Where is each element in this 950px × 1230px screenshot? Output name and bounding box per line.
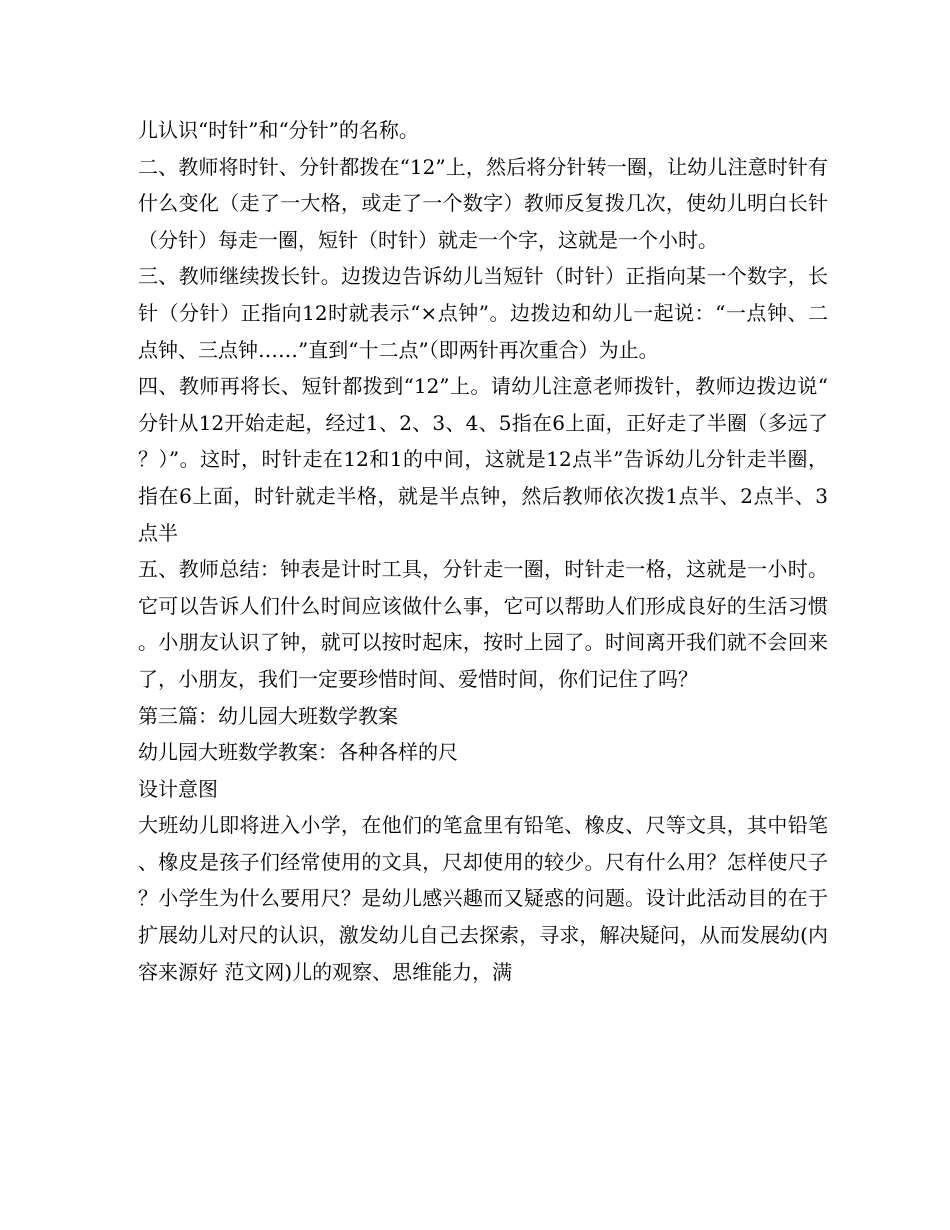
paragraph-intro-continuation: 儿认识“时针”和“分针”的名称。 <box>138 118 419 142</box>
design-intent-heading: 设计意图 <box>138 776 218 801</box>
lesson-title: 幼儿园大班数学教案：各种各样的尺 <box>138 740 458 765</box>
document-body <box>138 112 828 990</box>
paragraph-step-two: 二、教师将时针、分针都拨在“12”上，然后将分针转一圈，让幼儿注意时针有什么变化（走了一大格，或走了一个数字）教师反复拨几次，使幼儿明白长针（分针）每走一圈，短针（时针）就走一个字，这就是一个小时。 <box>138 154 828 252</box>
section-title: 第三篇：幼儿园大班数学教案 <box>138 703 398 728</box>
paragraph-design-intent: 大班幼儿即将进入小学，在他们的笔盒里有铅笔、橡皮、尺等文具，其中铅笔、橡皮是孩子们经常使用的文具，尺却使用的较少。尺有什么用？怎样使尺子？小学生为什么要用尺？是幼儿感兴趣而又疑惑的问题。设计此活动目的在于扩展幼儿对尺的认识，激发幼儿自己去探索，寻求，解决疑问，从而发展幼(内容来源好 范文网)儿的观察、思维能力，满 <box>138 813 828 984</box>
paragraph-step-four: 四、教师再将长、短针都拨到“12”上。请幼儿注意老师拨针，教师边拨边说“分针从12开始走起，经过1、2、3、4、5指在6上面，正好走了半圈（多远了？）”。这时，时针走在12和1的中间，这就是12点半”告诉幼儿分针走半圈，指在6上面，时针就走半格，就是半点钟，然后教师依次拨1点半、2点半、3点半 <box>138 374 828 545</box>
paragraph-step-three: 三、教师继续拨长针。边拨边告诉幼儿当短针（时针）正指向某一个数字，长针（分针）正指向12时就表示“×点钟”。边拨边和幼儿一起说：“一点钟、二点钟、三点钟……”直到“十二点”（即两针再次重合）为止。 <box>138 264 828 362</box>
paragraph-step-five: 五、教师总结：钟表是计时工具，分针走一圈，时针走一格，这就是一小时。它可以告诉人们什么时间应该做什么事，它可以帮助人们形成良好的生活习惯。小朋友认识了钟，就可以按时起床，按时上园了。时间离开我们就不会回来了，小朋友，我们一定要珍惜时间、爱惜时间，你们记住了吗？ <box>138 557 828 691</box>
